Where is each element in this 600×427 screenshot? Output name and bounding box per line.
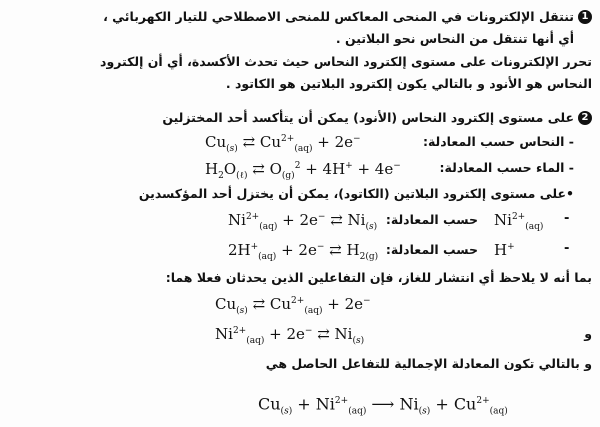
hydrogen-ion-symbol: H+ [494,241,515,259]
nickel-dash: - [564,211,570,226]
equation-water: $H_2O_{(\ell)}$ ⇄ $O_{(g)}^2 + 4H^+ + 4e^-$ [205,160,401,181]
equation-nickel: $Ni^{2+}_{(aq)} + 2e^-$ ⇄ $Ni_{(s)}$ [228,211,378,232]
copper-label: - النحاس حسب المعادلة: [422,134,574,149]
part1-line2: أي أنها تنتقل من النحاس نحو البلاتين . [335,31,574,46]
hydrogen-dash: - [564,241,570,256]
conclusion: بما أنه لا يلاحظ أي انتشار للغاز، فإن التفاعلين الذين يحدثان فعلا هما: [165,270,592,285]
equation-copper-actual: $Cu_{(s)}$ ⇄ $Cu^{2+}_{(aq)} + 2e^-$ [215,295,371,316]
equation-nickel-actual: $Ni^{2+}_{(aq)} + 2e^-$ ⇄ $Ni_{(s)}$ [215,325,365,346]
nickel-label: حسب المعادلة: [385,212,478,227]
and-connector: و [584,326,592,341]
marker-two: 2 [578,111,592,125]
equation-copper: $Cu_{(s)}$ ⇄ $Cu^{2+}_{(aq)} + 2e^-$ [205,133,361,154]
equation-hydrogen: $2H^+_{(aq)} + 2e^-$ ⇄ $H_{2(g)}$ [228,241,379,262]
anode-intro: على مستوى إلكترود النحاس (الأنود) يمكن أن يتأكسد أحد المختزلين [162,110,574,125]
overall-intro: و بالتالي تكون المعادلة الإجمالية للتفاعل الحاصل هي [265,356,592,371]
equation-overall: $Cu_{(s)} + Ni^{2+}_{(aq)}$ ⟶ $Ni_{(s)} + Cu^{2+}_{(aq)}$ [258,394,508,417]
part1-line1: تنتقل الإلكترونات في المنحى المعاكس للمنحى الاصطلاحي للتيار الكهربائي ، [103,9,574,24]
water-label: - الماء حسب المعادلة: [439,160,574,175]
part1-line3: تحرر الإلكترونات على مستوى إلكترود النحاس حيث تحدث الأكسدة، أي أن إلكترود [100,54,592,69]
cathode-intro: •على مستوى إلكترود البلاتين (الكاتود)، يمكن أن يختزل أحد المؤكسدين [138,186,574,201]
part1-line4: النحاس هو الأنود و بالتالي يكون إلكترود البلاتين هو الكاتود . [225,76,592,91]
hydrogen-label: حسب المعادلة: [385,242,478,257]
nickel-ion-symbol: $Ni^{2+}_{(aq)}$ [494,211,544,232]
marker-one: 1 [578,10,592,24]
